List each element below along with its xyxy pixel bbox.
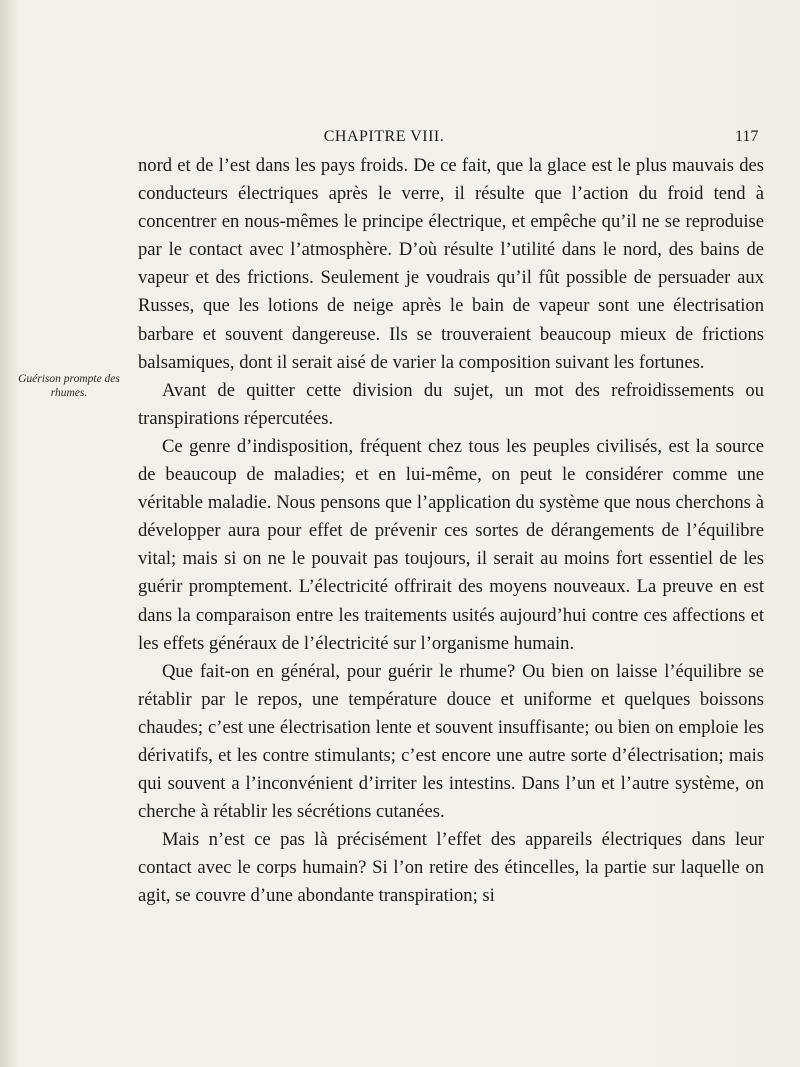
body-text [138, 152, 764, 911]
paragraph: Ce genre d’indisposition, fréquent chez tous les peuples civilisés, est la source de beaucoup de maladies; et en lui-même, on peut le considérer comme une véritable maladie. Nous pensons que l’application du système que nous cherchons à développer aura pour effet de prévenir ces sortes de dérangements de l’équilibre vital; mais si on ne le pouvait pas toujours, il serait au moins fort essentiel de les guérir promptement. L’électricité offrirait des moyens nouveaux. La preuve en est dans la comparaison entre les traitements usités aujourd’hui contre ces affections et les effets généraux de l’électricité sur l’organisme humain. [138, 435, 764, 654]
paragraph: Que fait-on en général, pour guérir le rhume? Ou bien on laisse l’équilibre se rétablir par le repos, une température douce et uniforme et quelques boissons chaudes; c’est une électrisation lente et souvent insuffisante; ou bien on emploie les dérivatifs, et les contre stimulants; c’est encore une autre sorte d’électrisation; mais qui souvent a l’inconvénient d’irriter les intestins. Dans l’un et l’autre système, on cherche à rétablir les sécrétions cutanées. [138, 660, 764, 823]
page-number: 117 [735, 128, 759, 145]
page-gutter [0, 0, 18, 1067]
paragraph: nord et de l’est dans les pays froids. De ce fait, que la glace est le plus mauvais des conducteurs électriques après le verre, il résulte que l’action du froid tend à concentrer en nous-mêmes le principe électrique, et empêche qu’il ne se reproduise par le contact avec l’atmosphère. D’où résulte l’utilité dans le nord, des bains de vapeur et des frictions. Seulement je voudrais qu’il fût possible de persuader aux Russes, que les lotions de neige après le bain de vapeur sont une électrisation barbare et souvent dangereuse. Ils se trouveraient beaucoup mieux de frictions balsamiques, dont il serait aisé de varier la composition suivant les fortunes. [138, 155, 764, 373]
margin-note: Guérison prompte des rhumes. [18, 373, 120, 399]
paragraph: Mais n’est ce pas là précisément l’effet des appareils électriques dans leur contact avec le corps humain? Si l’on retire des étincelles, la partie sur laquelle on agit, se couvre d’une abondante transpiration; si [138, 829, 764, 907]
chapter-title: CHAPITRE VIII. [323, 128, 445, 145]
running-header [0, 128, 800, 150]
paragraph: Avant de quitter cette division du sujet, un mot des refroidissements ou transpirations répercutées. [138, 379, 764, 429]
